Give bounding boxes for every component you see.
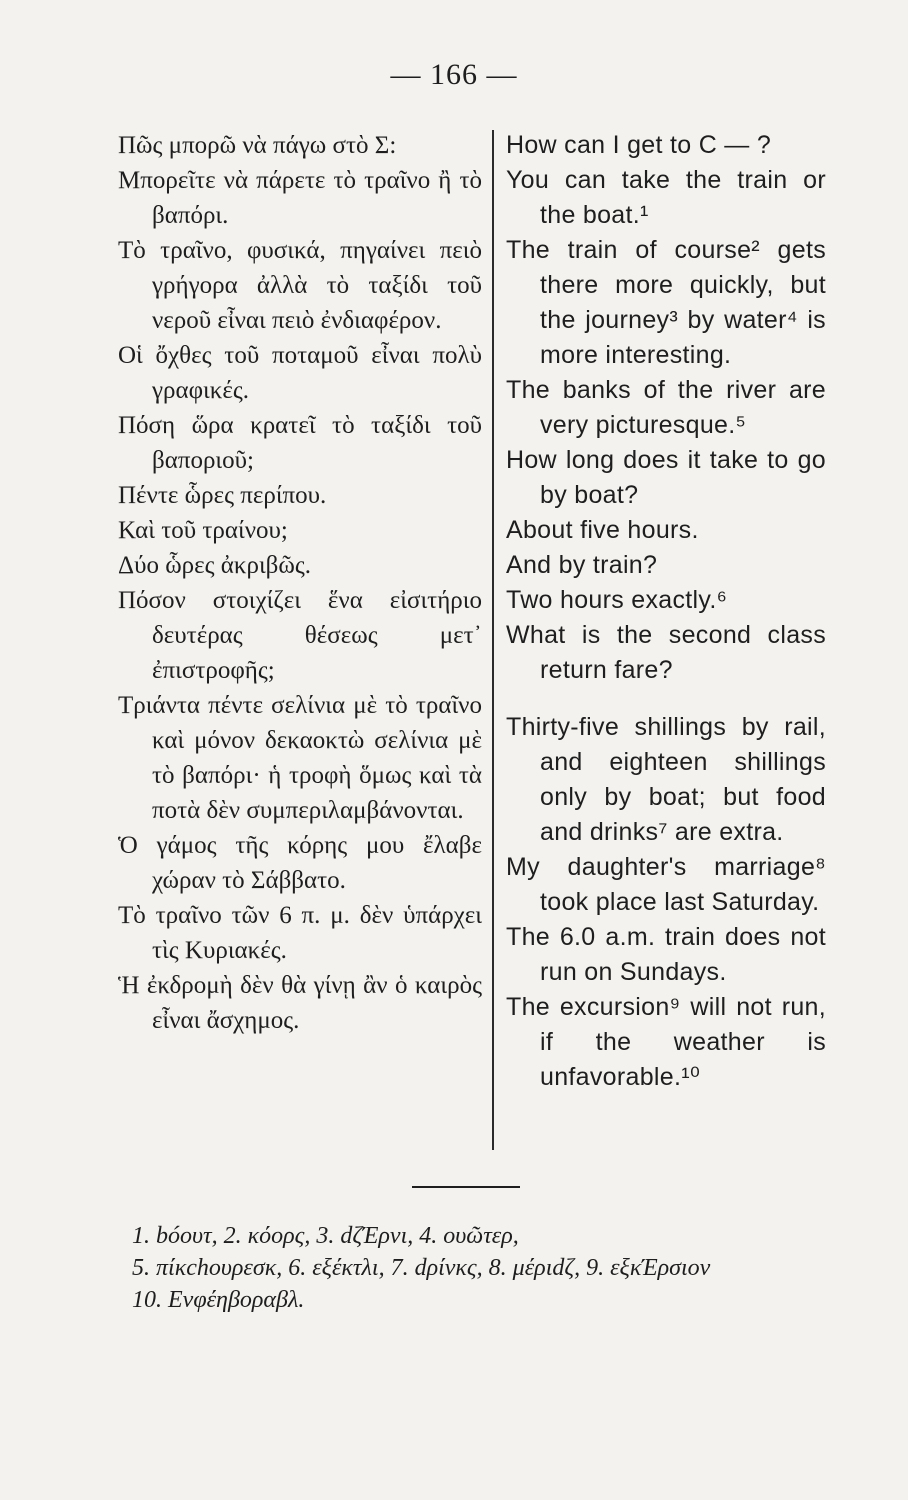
greek-line: Δύο ὧρες ἀκριβῶς. [118, 552, 312, 579]
page-number: — 166 — [390, 58, 518, 91]
english-line: My daughter's marriage⁸ took place last Saturday. [506, 853, 826, 916]
english-line: The 6.0 a.m. train does not run on Sundays. [506, 923, 826, 986]
footnote-line: 10. Ενφέηβοραβλ. [132, 1287, 305, 1313]
english-column [506, 128, 826, 1095]
greek-line: Τριάντα πέντε σελίνια μὲ τὸ τραῖνο καὶ μόνον δεκαοκτὼ σελίνια μὲ τὸ βαπόρι· ἡ τροφὴ ὅμως καὶ τὰ ποτὰ δὲν συμπεριλαμβάνονται. [118, 692, 482, 824]
footnote-rule [412, 1186, 520, 1188]
english-line: The train of course² gets there more quickly, but the journey³ by water⁴ is more interesting. [506, 236, 826, 369]
column-divider [492, 130, 494, 1150]
footnote-line: 1. bóουτ, 2. κόορς, 3. dζΈρνι, 4. ουῶτερ, [132, 1223, 519, 1249]
greek-line: Τὸ τραῖνο τῶν 6 π. μ. δὲν ὑπάρχει τὶς Κυριακές. [118, 902, 482, 964]
greek-line: Τὸ τραῖνο, φυσικά, πηγαίνει πειὸ γρήγορα ἀλλὰ τὸ ταξίδι τοῦ νεροῦ εἶναι πειὸ ἐνδιαφέρον. [118, 237, 482, 334]
greek-line: Πῶς μπορῶ νὰ πάγω στὸ Σ: [118, 132, 397, 159]
greek-line: Ὁ γάμος τῆς κόρης μου ἔλαβε χώραν τὸ Σάββατο. [118, 832, 482, 894]
english-line: The excursion⁹ will not run, if the weather is unfavorable.¹⁰ [506, 993, 826, 1091]
greek-line: Ἡ ἐκδρομὴ δὲν θὰ γίνῃ ἂν ὁ καιρὸς εἶναι ἄσχημος. [118, 972, 482, 1034]
greek-line: Πόσον στοιχίζει ἕνα εἰσιτήριο δευτέρας θέσεως μετ᾽ ἐπιστροφῆς; [118, 587, 482, 684]
english-line: How can I get to C — ? [506, 131, 772, 159]
greek-line: Μπορεῖτε νὰ πάρετε τὸ τραῖνο ἢ τὸ βαπόρι. [118, 167, 482, 229]
english-line: What is the second class return fare? [506, 621, 826, 684]
greek-line: Πέντε ὧρες περίπου. [118, 482, 327, 509]
greek-line: Οἱ ὄχθες τοῦ ποταμοῦ εἶναι πολὺ γραφικές. [118, 342, 482, 404]
english-line: How long does it take to go by boat? [506, 446, 826, 509]
english-line: The banks of the river are very picturesque.⁵ [506, 376, 826, 439]
greek-line: Πόση ὥρα κρατεῖ τὸ ταξίδι τοῦ βαποριοῦ; [118, 412, 482, 474]
english-line: About five hours. [506, 516, 699, 544]
english-line: Two hours exactly.⁶ [506, 586, 728, 614]
greek-line: Καὶ τοῦ τραίνου; [118, 517, 288, 544]
bilingual-columns [110, 128, 830, 1158]
english-line: Thirty-five shillings by rail, and eighteen shillings only by boat; but food and drinks⁷ are extra. [506, 713, 826, 846]
footnotes [132, 1220, 832, 1316]
english-line: You can take the train or the boat.¹ [506, 166, 826, 229]
greek-column [118, 128, 482, 1038]
english-line: And by train? [506, 551, 658, 579]
footnote-line: 5. πίκchουρεσκ, 6. εξέκτλι, 7. dρίνκς, 8. μέριdζ, 9. εξκΈρσιον [132, 1255, 711, 1281]
